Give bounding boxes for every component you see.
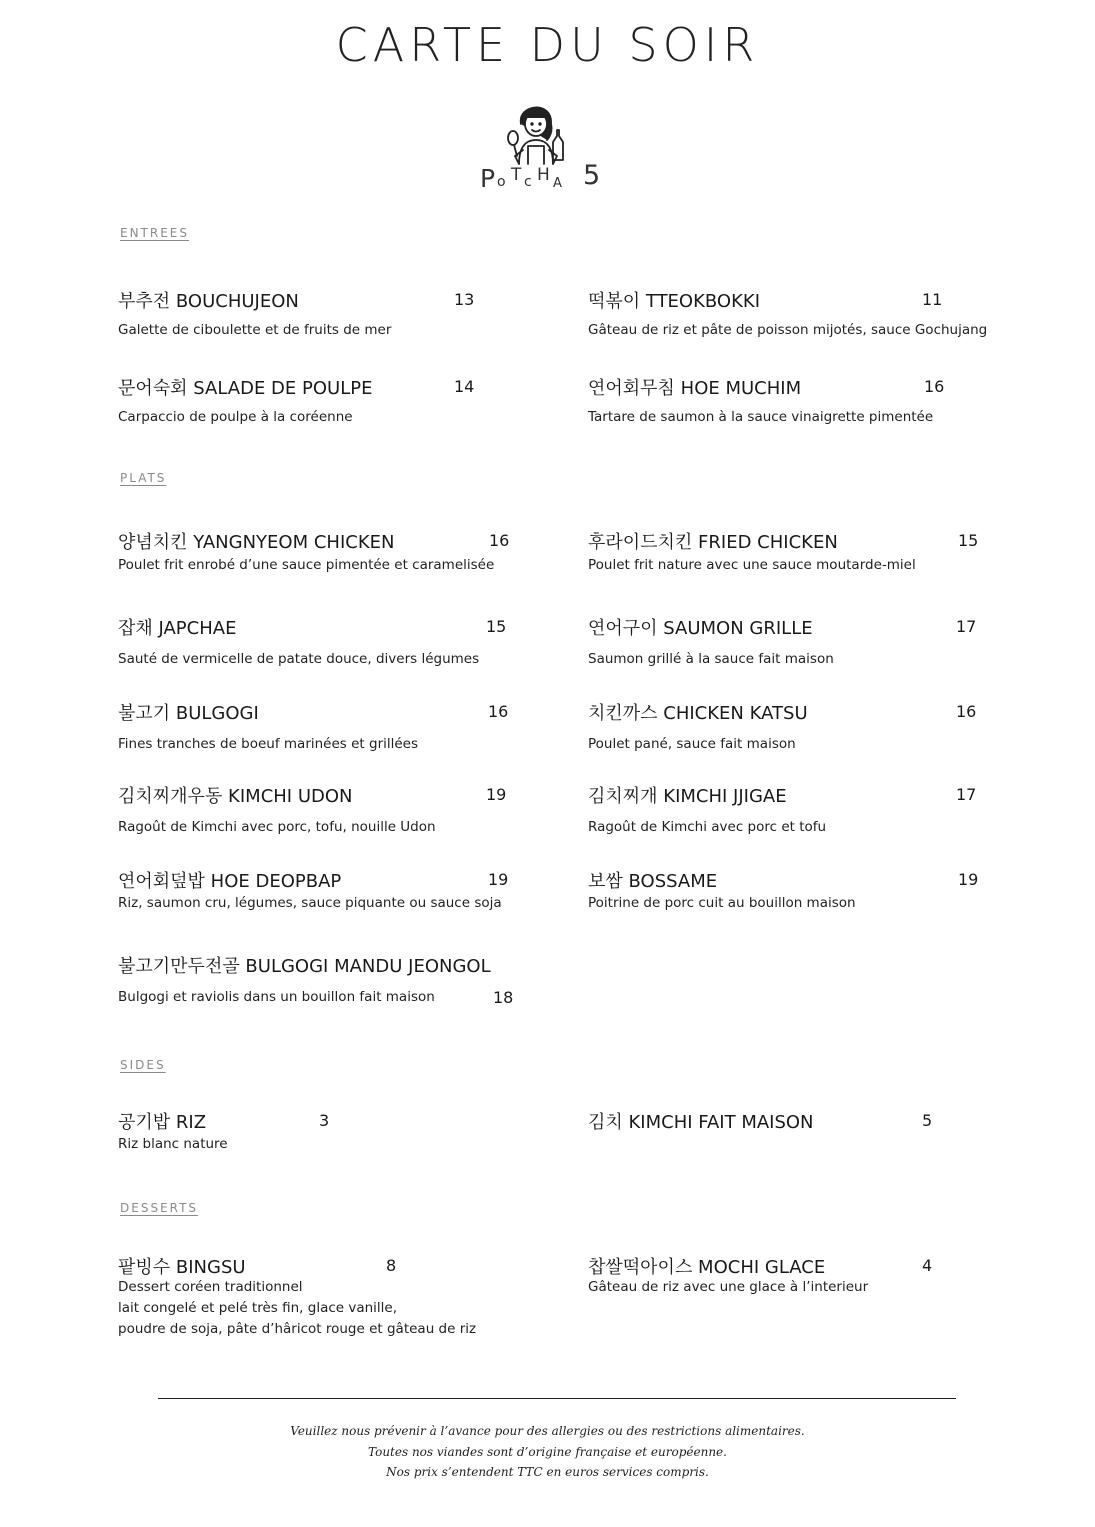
dish-price: 19: [488, 870, 509, 889]
dish-price: 19: [958, 870, 979, 889]
dish-description: Gâteau de riz avec une glace à l’interieur: [588, 1279, 869, 1295]
dish-name: 치킨까스 CHICKEN KATSU: [588, 703, 808, 724]
dish-name: 보쌈 BOSSAME: [588, 871, 718, 892]
dish-price: 17: [956, 785, 977, 804]
dish-name: 연어회덮밥 HOE DEOPBAP: [118, 871, 342, 892]
dish-name: 김치찌개우동 KIMCHI UDON: [118, 786, 353, 807]
dish-description: lait congelé et pelé très fin, glace vanille,: [118, 1300, 398, 1316]
dish-name: 문어숙회 SALADE DE POULPE: [118, 378, 373, 399]
footer-line-prices: Nos prix s’entendent TTC en euros services compris.: [386, 1465, 709, 1479]
dish-description: Dessert coréen traditionnel: [118, 1279, 303, 1295]
footer-line-origin: Toutes nos viandes sont d’origine française et européenne.: [368, 1444, 727, 1459]
dish-description: Sauté de vermicelle de patate douce, divers légumes: [118, 651, 480, 667]
dish-name: 김치찌개 KIMCHI JJIGAE: [588, 786, 787, 807]
dish-price: 19: [486, 785, 507, 804]
dish-description: Riz blanc nature: [118, 1136, 228, 1152]
dish-name: 불고기만두전골 BULGOGI MANDU JEONGOL: [118, 956, 491, 977]
dish-price: 3: [319, 1111, 330, 1130]
dish-price: 8: [386, 1256, 397, 1275]
dish-description: Poulet frit nature avec une sauce moutarde-miel: [588, 557, 916, 573]
dish-name: 부추전 BOUCHUJEON: [118, 291, 299, 312]
dish-description: Saumon grillé à la sauce fait maison: [588, 651, 834, 667]
dish-price: 15: [486, 617, 507, 636]
dish-price: 16: [488, 702, 509, 721]
dish-price: 16: [489, 531, 510, 550]
dish-name: 양념치킨 YANGNYEOM CHICKEN: [118, 532, 395, 553]
dish-name: 김치 KIMCHI FAIT MAISON: [588, 1112, 814, 1133]
dish-description: Tartare de saumon à la sauce vinaigrette pimentée: [588, 409, 934, 425]
dish-price: 15: [958, 531, 979, 550]
brand-logo-text: P o T c H A 5: [480, 160, 601, 193]
footer-line-allergies: Veuillez nous prévenir à l’avance pour des allergies ou des restrictions alimentaires.: [290, 1424, 805, 1438]
section-heading-desserts: DESSERTS: [120, 1201, 199, 1215]
section-heading-plats: PLATS: [120, 471, 167, 485]
dish-description: Poitrine de porc cuit au bouillon maison: [588, 895, 856, 911]
dish-price: 16: [924, 377, 945, 396]
dish-name: 떡볶이 TTEOKBOKKI: [588, 291, 761, 312]
dish-price: 14: [454, 377, 475, 396]
dish-description: Gâteau de riz et pâte de poisson mijotés, sauce Gochujang: [588, 322, 988, 338]
dish-price: 16: [956, 702, 977, 721]
dish-description: Riz, saumon cru, légumes, sauce piquante ou sauce soja: [118, 895, 502, 911]
section-heading-sides: SIDES: [120, 1058, 166, 1072]
dish-name: 연어회무침 HOE MUCHIM: [588, 378, 802, 399]
dish-name: 잡채 JAPCHAE: [118, 618, 237, 639]
chef-girl-logo-icon: [495, 94, 575, 170]
dish-price: 17: [956, 617, 977, 636]
footer-divider: [158, 1398, 956, 1399]
dish-price: 13: [454, 290, 475, 309]
footer-notes: [0, 1421, 1095, 1483]
dish-description: poudre de soja, pâte d’hâricot rouge et gâteau de riz: [118, 1321, 477, 1337]
dish-price: 5: [922, 1111, 933, 1130]
dish-description: Ragoût de Kimchi avec porc et tofu: [588, 819, 827, 835]
dish-price: 18: [493, 988, 514, 1007]
dish-description: Ragoût de Kimchi avec porc, tofu, nouille Udon: [118, 819, 436, 835]
page-title: CARTE DU SOIR: [335, 18, 760, 72]
dish-price: 4: [922, 1256, 933, 1275]
dish-name: 찹쌀떡아이스 MOCHI GLACE: [588, 1257, 826, 1278]
dish-description: Carpaccio de poulpe à la coréenne: [118, 409, 353, 425]
dish-description: Poulet frit enrobé d’une sauce pimentée et caramelisée: [118, 557, 495, 573]
dish-name: 공기밥 RIZ: [118, 1112, 207, 1133]
dish-description: Bulgogi et raviolis dans un bouillon fait maison: [118, 989, 435, 1005]
dish-price: 11: [922, 290, 943, 309]
dish-name: 팥빙수 BINGSU: [118, 1257, 246, 1278]
dish-name: 연어구이 SAUMON GRILLE: [588, 618, 813, 639]
dish-description: Fines tranches de boeuf marinées et grillées: [118, 736, 419, 752]
dish-description: Poulet pané, sauce fait maison: [588, 736, 796, 752]
dish-name: 후라이드치킨 FRIED CHICKEN: [588, 532, 838, 553]
dish-name: 불고기 BULGOGI: [118, 703, 259, 724]
dish-description: Galette de ciboulette et de fruits de mer: [118, 322, 392, 338]
section-heading-entrees: ENTREES: [120, 226, 190, 240]
